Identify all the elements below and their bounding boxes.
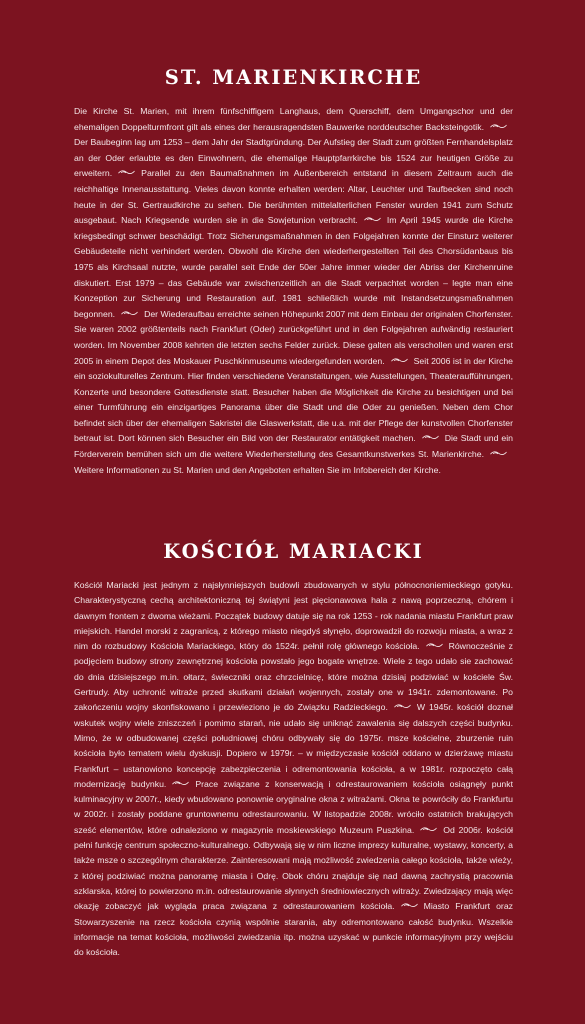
ornament-icon: [364, 216, 381, 222]
ornament-icon: [401, 902, 418, 908]
paragraph: Der Wiederaufbau erreichte seinen Höhepunkt 2007 mit dem Einbau der originalen Chorfenster. Sie waren 2002 größtenteils nach Frankfurt (Oder) zurückgeführt und in den Folgejahren aufwändig restauriert worden. Im November 2008 kehrten die letzten sechs Felder zurück. Diese galten als verschollen und waren erst 2005 in einem Depot des Moskauer Puschkinmuseums wiedergefunden worden.: [74, 308, 513, 366]
section-title-german: ST. MARIENKIRCHE: [164, 66, 423, 89]
body-text-german: [74, 104, 513, 478]
ornament-icon: [490, 450, 507, 456]
ornament-icon: [394, 703, 411, 709]
paragraph: Parallel zu den Baumaßnahmen im Außenbereich entstand in diesem Zeitraum auch die reichhaltige Innenausstattung. Vieles davon konnte erhalten werden: Altar, Leuchter und Taufbecken sind noch heute in der St. Gertraudkirche zu sehen. Die berühmten mittelalterlichen Fenster wurden 1941 zum Schutz ausgebaut. Nach Kriegsende wurden sie in die Sowjetunion verbracht.: [74, 168, 513, 226]
paragraph: Die Stadt und ein Förderverein bemühen sich um die weitere Wiederherstellung des Gesamtkunstwerkes St. Marienkirche.: [74, 433, 513, 460]
section-polish: [74, 540, 513, 960]
paragraph: Równocześnie z podjęciem budowy strony zewnętrznej kościoła powstało jego bogate wnętrze. Wiele z tego udało sie zachować do dnia dzisiejszego m.in. ołtarz, świeczniki oraz chrzcielnicę, które można dzisiaj podziwiać w kościele Św. Gertrudy. Aby uchronić witraże przed skutkami działań wojennych, zostały one w 1941r. zdemontowane. Po zakończeniu wojny skonfiskowano i przewieziono je do Związku Radzieckiego.: [74, 641, 514, 713]
ornament-icon: [391, 357, 408, 363]
ornament-icon: [422, 434, 439, 440]
paragraph: Die Kirche St. Marien, mit ihrem fünfschiffigem Langhaus, dem Querschiff, dem Umgangschor und der ehemaligen Doppelturmfront gilt als eines der herausragendsten Bauwerke norddeutscher Backsteingotik.: [74, 106, 513, 132]
paragraph: Od 2006r. kościół pełni funkcję centrum społeczno-kulturalnego. Odbywają się w nim liczne imprezy kulturalne, wystawy, koncerty, a także msze o szczególnym charakterze. Zainteresowani mają możliwość zwiedzenia całego kościoła, także wieży, z której podziwiać można panoramę miasta i Odrę. Obok chóru znajduje się nad dawną zachrystią pracownia szklarska, której to powierzono m.in. odrestaurowanie słynnych średniowiecznych witraży. Zwiedzający mają więc okazję zobaczyć jak wygląda praca związana z odrestaurowaniem kościoła.: [74, 824, 513, 912]
paragraph: Kościół Mariacki jest jednym z najsłynniejszych budowli zbudowanych w stylu północnoniemieckiego gotyku. Charakterystyczną cechą architektoniczną tej świątyni jest pięcionawowa hala z nawą poprzeczną, chórem i dawnym frontem z dwoma wieżami. Początek budowy datuje się na rok 1253 - rok nadania miastu Frankfurt praw miejskich. Handel morski z zagranicą, z którego miasto niegdyś słynęło, doprowadził do rozwoju miasta, a wraz z nim do rozbudowy Kościoła Mariackiego, który do 1524r. pełnił rolę głównego kościoła.: [74, 580, 513, 652]
section-title-polish: KOŚCIÓŁ MARIACKI: [163, 540, 424, 563]
paragraph: Prace związane z konserwacją i odrestaurowaniem kościoła osiągnęły punkt kulminacyjny w 2007r., kiedy wbudowano ponownie oryginalne okna z witrażami. Okna te powróciły do Frankfurtu w 2002r. i zostały poddane gruntownemu odrestaurowaniu. W listopadzie 2008r. wróciło ostatnich brakujących sześć elementów, które odnaleziono w magazynie moskiewskiego Muzeum Puszkina.: [74, 778, 514, 835]
paragraph: Miasto Frankfurt oraz Stowarzyszenie na rzecz kościoła czynią wspólnie starania, aby odremontowano całość budynku. Wszelkie informacje na temat kościoła, możliwości zwiedzania itp. można uzyskać w punkcie informacyjnym przy wejściu do kościoła.: [74, 901, 513, 958]
paragraph: W 1945r. kościół doznał wskutek wojny wiele zniszczeń i pomimo starań, nie udało się uniknąć zawalenia się dalszych części budynku. Mimo, że w odbudowanej części południowej chóru odbywały się do 1975r. msze kościelne, zburzenie ruin kościoła było tematem wielu dyskusji. Dopiero w 1979r. – w międzyczasie kościół oddano w dzierżawę miastu Frankfurt – ustanowiono koncepcję zabezpieczenia i odremontowania kościoła, a w 1981r. rozpoczęto całą modernizację budynku.: [74, 702, 513, 789]
section-german: [74, 66, 513, 478]
paragraph: Der Baubeginn lag um 1253 – dem Jahr der Stadtgründung. Der Aufstieg der Stadt zum größten Fernhandelsplatz an der Oder erlaubte es den Einwohnern, die ehemalige Hauptpfarrkirche bis 1524 zur heutigen Größe zu erweitern.: [74, 137, 513, 179]
body-text-polish: [74, 578, 513, 960]
ornament-icon: [172, 780, 189, 786]
ornament-icon: [426, 642, 443, 648]
paragraph: Weitere Informationen zu St. Marien und den Angeboten erhalten Sie im Infobereich der Kirche.: [74, 464, 441, 475]
ornament-icon: [490, 123, 507, 129]
ornament-icon: [420, 826, 437, 832]
ornament-icon: [118, 169, 135, 175]
ornament-icon: [121, 310, 138, 316]
paragraph: Im April 1945 wurde die Kirche kriegsbedingt schwer beschädigt. Trotz Sicherungsmaßnahmen in den Folgejahren konnte der Einsturz weiterer Gebäudeteile nicht verhindert werden. Obwohl die Kirche den wiederhergestellten Teil des Chorsüdanbaus bis 1975 als Kirchsaal nutzte, wurde parallel seit Ende der 50er Jahre immer wieder der Abriss der Kirchenruine diskutiert. Erst 1979 – das Gebäude war zwischenzeitlich an die Stadt verpachtet worden – legte man eine Konzeption zur Sicherung und Restauration auf. 1981 schließlich wurde mit Instandsetzungsmaßnahmen begonnen.: [74, 215, 513, 319]
paragraph: Seit 2006 ist in der Kirche ein soziokulturelles Zentrum. Hier finden verschiedene Veranstaltungen, wie Ausstellungen, Theateraufführungen, Konzerte und besondere Gottesdienste statt. Besucher haben die Möglichkeit die Kirche zu besichtigen und bei einer Turmführung ein einzigartiges Panorama über die Stadt und die Oder zu genießen. Neben dem Chor befindet sich über der ehemaligen Sakristei die Glaswerkstatt, die u.a. mit der Pflege der kunstvollen Chorfenster betraut ist. Dort können sich Besucher ein Bild von der Restaurator entätigkeit machen.: [74, 355, 514, 444]
